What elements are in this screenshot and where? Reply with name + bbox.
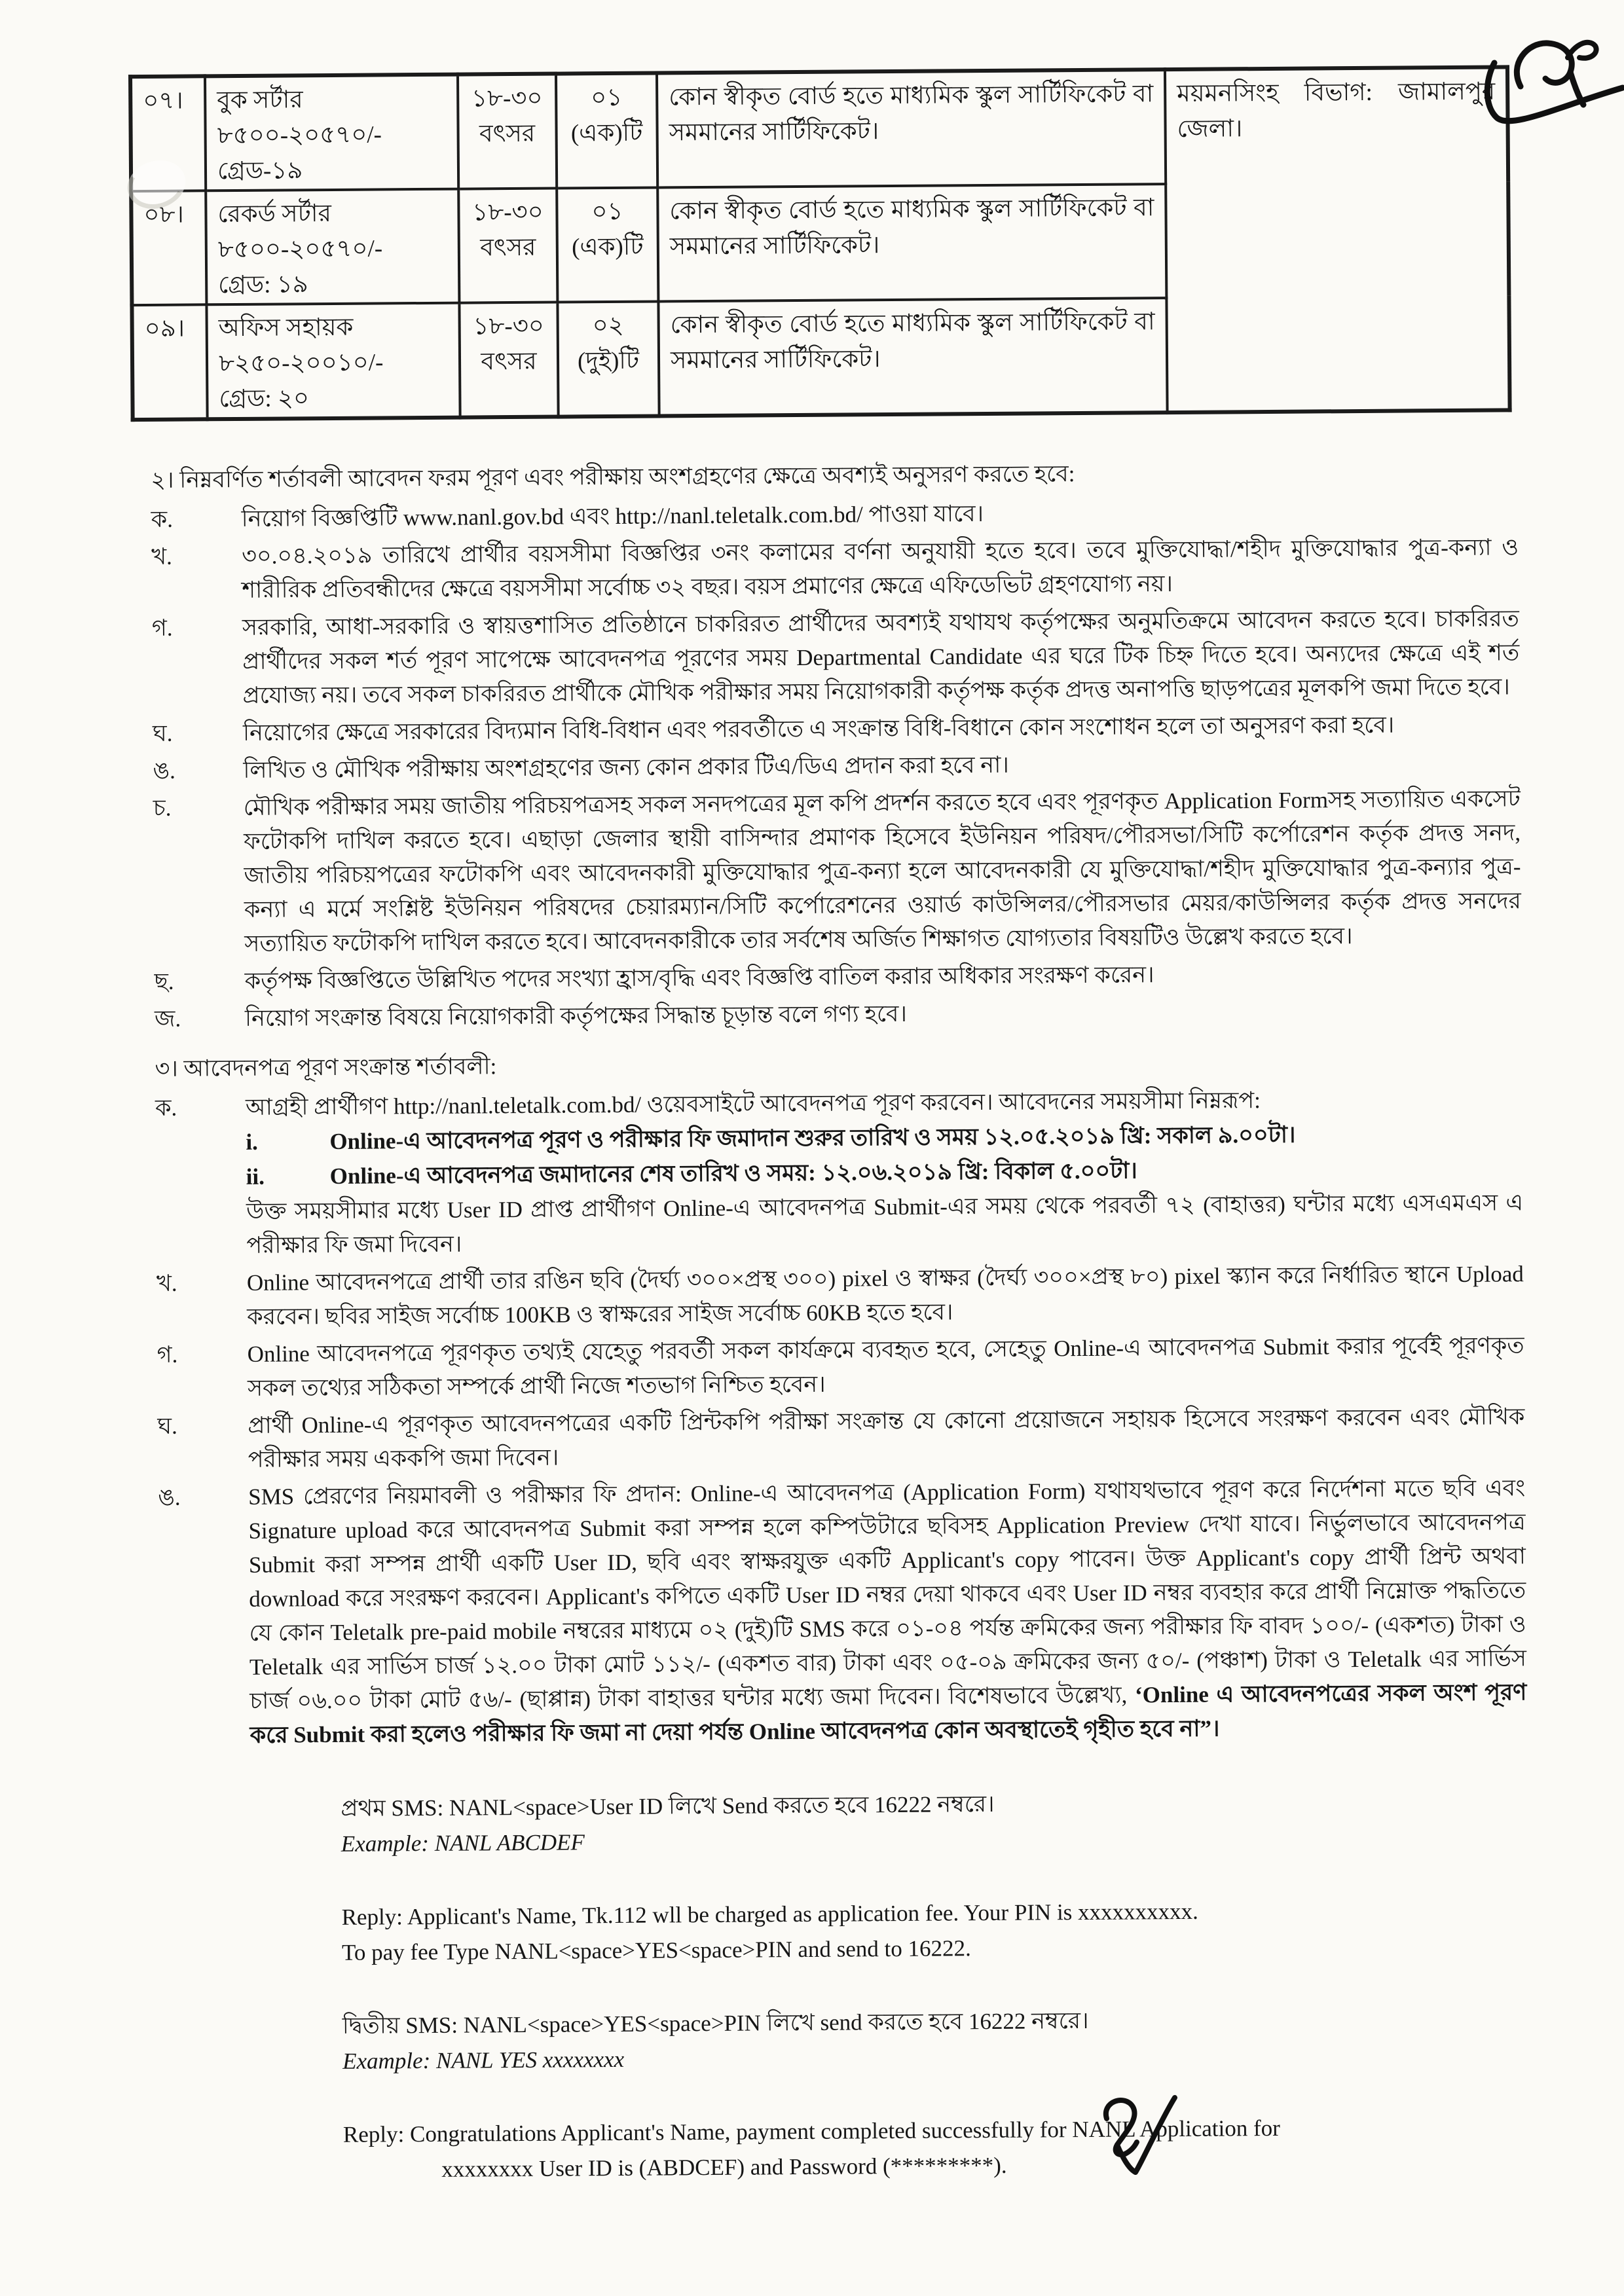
list-item-lead: আগ্রহী প্রার্থীগণ http://nanl.teletalk.com.bd/ ওয়েবসাইটে আবেদনপত্র পূরণ করবেন। আবেদনের সময়সীমা নিম্নরূপ: (245, 1087, 1261, 1120)
post-name: অফিস সহায়ক (218, 314, 354, 342)
list-item-s3-ka (155, 1082, 1524, 1264)
first-reply-line1: Reply: Applicant's Name, Tk.112 wll be charged as application fee. Your PIN is xxxxxxxxxx. (341, 1898, 1198, 1930)
vacancy-cell: ০২ (দুই)টি (557, 301, 659, 416)
vacancy-cell: ০১ (এক)টি (557, 187, 658, 302)
table-row (130, 67, 1508, 191)
qualification-cell: কোন স্বীকৃত বোর্ড হতে মাধ্যমিক স্কুল সার্টিফিকেট বা সমমানের সার্টিফিকেট। (658, 298, 1167, 416)
grade: গ্রেড: ২০ (219, 385, 310, 413)
sms-instructions (160, 1783, 1530, 2189)
sub-item-text: Online-এ আবেদনপত্র পূরণ ও পরীক্ষার ফি জমাদান শুরুর তারিখ ও সময় ১২.০৫.২০১৯ খ্রি: সকাল ৯.০০টা। (329, 1121, 1296, 1155)
section3-heading: ৩। আবেদনপত্র পূরণ সংক্রান্ত শর্তাবলী: (155, 1053, 497, 1082)
age-cell: ১৮-৩০ বৎসর (458, 74, 557, 189)
second-sms-example: Example: NANL YES xxxxxxxx (342, 2046, 625, 2074)
list-item-label: গ. (157, 1341, 178, 1368)
list-item-continuation: উক্ত সময়সীমার মধ্যে User ID প্রাপ্ত প্রার্থীগণ Online-এ আবেদনপত্র Submit-এর সময় থেকে পরবর্তী ৭২ (বাহাত্তর) ঘন্টার মধ্যে এসএমএস এ পরীক্ষার ফি জমা দিবেন। (246, 1190, 1524, 1258)
sub-item-text: Online-এ আবেদনপত্র জমাদানের শেষ তারিখ ও সময়: ১২.০৬.২০১৯ খ্রি: বিকাল ৫.০০টা। (329, 1157, 1138, 1190)
list-item-text: কর্তৃপক্ষ বিজ্ঞপ্তিতে উল্লিখিত পদের সংখ্যা হ্রাস/বৃদ্ধি এবং বিজ্ঞপ্তি বাতিল করার অধিকার সংরক্ষণ করেন। (244, 962, 1154, 994)
list-item-text: মৌখিক পরীক্ষার সময় জাতীয় পরিচয়পত্রসহ সকল সনদপত্রের মূল কপি প্রদর্শন করতে হবে এবং পূরণকৃত Application Formসহ সত্যায়িত একসেট ফটোকপি দাখিল করতে হবে। এছাড়া জেলার স্থায়ী বাসিন্দার প্রমাণক হিসেবে ইউনিয়ন পরিষদ/পৌরসভা/সিটি কর্পোরেশন কর্তৃক প্রদত্ত সনদ, জাতীয় পরিচয়পত্রের ফটোকপি এবং আবেদনকারী মুক্তিযোদ্ধার পুত্র-কন্যা হলে আবেদনকারী যে মুক্তিযোদ্ধা/শহীদ মুক্তিযোদ্ধার পুত্র-কন্যার পুত্র-কন্যা এ মর্মে সংশ্লিষ্ট ইউনিয়ন পরিষদের চেয়ারম্যান/সিটি কর্পোরেশনের ওয়ার্ড কাউন্সিলর/পৌরসভার মেয়র/কাউন্সিলর কর্তৃক প্রদত্ত সনদের সত্যায়িত ফটোকপি দাখিল করতে হবে। আবেদনকারীকে তার সর্বশেষ অর্জিত শিক্ষাগত যোগ্যতার বিষয়টিও উল্লেখ করতে হবে। (243, 786, 1521, 957)
second-reply-line2: xxxxxxxx User ID is (ABDCEF) and Password (*********). (441, 2152, 1007, 2182)
age-cell: ১৮-৩০ বৎসর (458, 189, 557, 303)
list-item-text: Online আবেদনপত্রে পূরণকৃত তথ্যই যেহেতু পরবর্তী সকল কার্যক্রমে ব্যবহৃত হবে, সেহেতু Online-এ আবেদনপত্র Submit করার পূর্বেই পূরণকৃত সকল তথ্যের সঠিকতা সম্পর্কে প্রার্থী নিজে শতভাগ নিশ্চিত হবেন। (247, 1332, 1524, 1401)
sub-item-label: i. (246, 1129, 258, 1155)
list-item-label: ঙ. (158, 1484, 181, 1510)
post-cell (206, 189, 459, 305)
list-item-text: নিয়োগ সংক্রান্ত বিষয়ে নিয়োগকারী কর্তৃপক্ষের সিদ্ধান্ত চূড়ান্ত বলে গণ্য হবে। (244, 1000, 908, 1031)
list-item-label: গ. (151, 615, 173, 641)
post-cell (206, 303, 460, 420)
list-item-label: চ. (153, 795, 172, 821)
qualification-cell: কোন স্বীকৃত বোর্ড হতে মাধ্যমিক স্কুল সার্টিফিকেট বা সমমানের সার্টিফিকেট। (657, 69, 1166, 187)
list-item-label: ক. (155, 1095, 177, 1121)
list-item-s2-ga (152, 602, 1520, 714)
list-item-label: খ. (156, 1270, 177, 1296)
list-item-text: প্রার্থী Online-এ পূরণকৃত আবেদনপত্রের একটি প্রিন্টকপি পরীক্ষা সংক্রান্ত যে কোনো প্রয়োজনে সহায়ক হিসেবে সংরক্ষণ করবেন এবং মৌখিক পরীক্ষার সময় এককপি জমা দিবেন। (248, 1404, 1525, 1472)
list-item-text: নিয়োগের ক্ষেত্রে সরকারের বিদ্যমান বিধি-বিধান এবং পরবর্তীতে এ সংক্রান্ত বিধি-বিধানে কোন সংশোধন হলে তা অনুসরণ করা হবে। (242, 712, 1395, 746)
second-reply-line1: Reply: Congratulations Applicant's Name, payment completed successfully for NANL Application for (342, 2115, 1281, 2147)
list-item-s2-chha (154, 955, 1521, 999)
first-sms-line: প্রথম SMS: NANL<space>User ID লিখে Send করতে হবে 16222 নম্বরে। (341, 1791, 995, 1821)
vacancy-table (128, 65, 1512, 422)
list-item-label: ঙ. (153, 757, 175, 784)
second-sms-line: দ্বিতীয় SMS: NANL<space>YES<space>PIN লিখে send করতে হবে 16222 নম্বরে। (342, 2007, 1089, 2039)
first-sms-example: Example: NANL ABCDEF (341, 1829, 585, 1857)
list-item-s3-ga (157, 1328, 1524, 1406)
grade: গ্রেড: ১৯ (218, 271, 308, 299)
list-item-label: ঘ. (152, 720, 173, 746)
sms-rules-text: SMS প্রেরণের নিয়মাবলী ও পরীক্ষার ফি প্রদান: Online-এ আবেদনপত্র (Application Form) যথাযথভাবে পূরণ করে নির্দেশনা মতে ছবি এবং Signature upload করে আবেদনপত্র Submit করা সম্পন্ন হলে কম্পিউটারে ছবিসহ Application Preview দেখা যাবে। নির্ভুলভাবে আবেদনপত্র Submit করা সম্পন্ন প্রার্থী একটি User ID, ছবি এবং স্বাক্ষরযুক্ত একটি Applicant's copy পাবেন। উক্ত Applicant's copy প্রার্থী প্রিন্ট অথবা download করে সংরক্ষণ করবেন। Applicant's কপিতে একটি User ID নম্বর দেয়া থাকবে এবং User ID নম্বর ব্যবহার করে প্রার্থী নিম্নোক্ত পদ্ধতিতে যে কোন Teletalk pre-paid mobile নম্বরের মাধ্যমে ০২ (দুই)টি SMS করে ০১-০৪ পর্যন্ত ক্রমিকের জন্য পরীক্ষার ফি বাবদ ১০০/- (একশত) টাকা ও Teletalk এর সার্ভিস চার্জ ১২.০০ টাকা মোট ১১২/- (একশত বার) টাকা এবং ০৫-০৯ ক্রমিকের জন্য ৫০/- (পঞ্চাশ) টাকা ও Teletalk এর সার্ভিস চার্জ ০৬.০০ টাকা মোট ৫৬/- (ছাপ্পান্ন) টাকা বাহাত্তর ঘন্টার মধ্যে জমা দিবেন। বিশেষভাবে উল্লেখ্য, (248, 1475, 1527, 1714)
list-item-label: ক. (151, 506, 174, 532)
list-item-s2-gha (153, 707, 1520, 751)
list-item-text: লিখিত ও মৌখিক পরীক্ষায় অংশগ্রহণের জন্য কোন প্রকার টিএ/ডিএ প্রদান করা হবে না। (243, 752, 1009, 783)
list-item-s2-cha (153, 782, 1522, 962)
list-item-s2-uno (153, 744, 1520, 788)
list-item-label: ঘ. (157, 1413, 177, 1439)
list-item-s3-kha (157, 1257, 1524, 1335)
fee-warning-bold-text: ‘Online এ আবেদনপত্রের সকল অংশ পূরণ করে Submit করা হলেও পরীক্ষার ফি জমা না দেয়া পর্যন্ত Online আবেদনপত্র কোন অবস্থাতেই গৃহীত হবে না”। (249, 1679, 1527, 1748)
pay-scale: ৮৫০০-২০৫৭০/- (217, 121, 382, 150)
vacancy-cell: ০১ (এক)টি (556, 73, 657, 188)
list-item-text: নিয়োগ বিজ্ঞপ্তিটি www.nanl.gov.bd এবং http://nanl.teletalk.com.bd/ পাওয়া যাবে। (241, 501, 984, 532)
list-item-s3-gha (157, 1400, 1525, 1478)
list-item-s2-ja (155, 993, 1522, 1036)
document-body (151, 454, 1530, 2189)
list-item-text (248, 1471, 1527, 1753)
serial-cell: ০৭। (130, 76, 206, 191)
list-item-label: জ. (154, 1006, 181, 1032)
grade: গ্রেড-১৯ (217, 157, 303, 185)
serial-cell: ০৮। (131, 191, 206, 305)
list-item-label: ছ. (154, 968, 174, 994)
list-item-label: খ. (151, 543, 173, 570)
pay-scale: ৮২৫০-২০০১০/- (218, 349, 384, 378)
list-item-text: ৩০.০৪.২০১৯ তারিখে প্রার্থীর বয়সসীমা বিজ্ঞপ্তির ৩নং কলামের বর্ণনা অনুযায়ী হতে হবে। তবে মুক্তিযোদ্ধা/শহীদ মুক্তিযোদ্ধার পুত্র-কন্যা ও শারীরিক প্রতিবন্ধীদের ক্ষেত্রে বয়সসীমা সর্বোচ্চ ৩২ বছর। বয়স প্রমাণের ক্ষেত্রে এফিডেভিট গ্রহণযোগ্য নয়। (241, 534, 1519, 603)
list-item-text: Online আবেদনপত্রে প্রার্থী তার রঙিন ছবি (দৈর্ঘ্য ৩০০×প্রস্থ ৩০০) pixel ও স্বাক্ষর (দৈর্ঘ্য ৩০০×প্রস্থ ৮০) pixel স্ক্যান করে নির্ধারিত স্থানে Upload করবেন। ছবির সাইজ সর্বোচ্চ 100KB ও স্বাক্ষরের সাইজ সর্বোচ্চ 60KB হতে হবে। (246, 1261, 1524, 1330)
first-reply-line2: To pay fee Type NANL<space>YES<space>PIN and send to 16222. (341, 1935, 971, 1965)
age-cell: ১৮-৩০ বৎসর (459, 302, 558, 418)
section2-heading: ২। নিম্নবর্ণিত শর্তাবলী আবেদন ফরম পূরণ এবং পরীক্ষায় অংশগ্রহণের ক্ষেত্রে অবশ্যই অনুসরণ করতে হবে: (151, 461, 1075, 493)
list-item-text (246, 1082, 1524, 1263)
post-cell (205, 75, 458, 191)
serial-cell: ০৯। (132, 304, 207, 420)
sub-item-label: ii. (246, 1163, 265, 1190)
list-item-s2-kha (151, 530, 1519, 608)
qualification-cell: কোন স্বীকৃত বোর্ড হতে মাধ্যমিক স্কুল সার্টিফিকেট বা সমমানের সার্টিফিকেট। (657, 184, 1166, 301)
list-item-text: সরকারি, আধা-সরকারি ও স্বায়ত্তশাসিত প্রতিষ্ঠানে চাকরিরত প্রার্থীদের অবশ্যই যথাযথ কর্তৃপক্ষের অনুমতিক্রমে আবেদন করতে হবে। চাকরিরত প্রার্থীদের সকল শর্ত পূরণ সাপেক্ষে আবেদনপত্র পূরণের সময় Departmental Candidate এর ঘরে টিক চিহ্ন দিতে হবে। অন্যদের ক্ষেত্রে এই শর্ত প্রযোজ্য নয়। তবে সকল চাকরিরত প্রার্থীকে মৌখিক পরীক্ষার সময় নিয়োগকারী কর্তৃপক্ষ কর্তৃক প্রদত্ত অনাপত্তি ছাড়পত্রের মূলকপি জমা দিতে হবে। (242, 606, 1520, 708)
list-item-s2-ka (151, 493, 1519, 537)
district-cell: ময়মনসিংহ বিভাগ: জামালপুর জেলা। (1165, 67, 1510, 412)
list-item-s3-uno (158, 1471, 1527, 1753)
post-name: রেকর্ড সর্টার (217, 200, 332, 228)
pay-scale: ৮৫০০-২০৫৭০/- (217, 235, 383, 264)
post-name: বুক সর্টার (217, 86, 303, 115)
